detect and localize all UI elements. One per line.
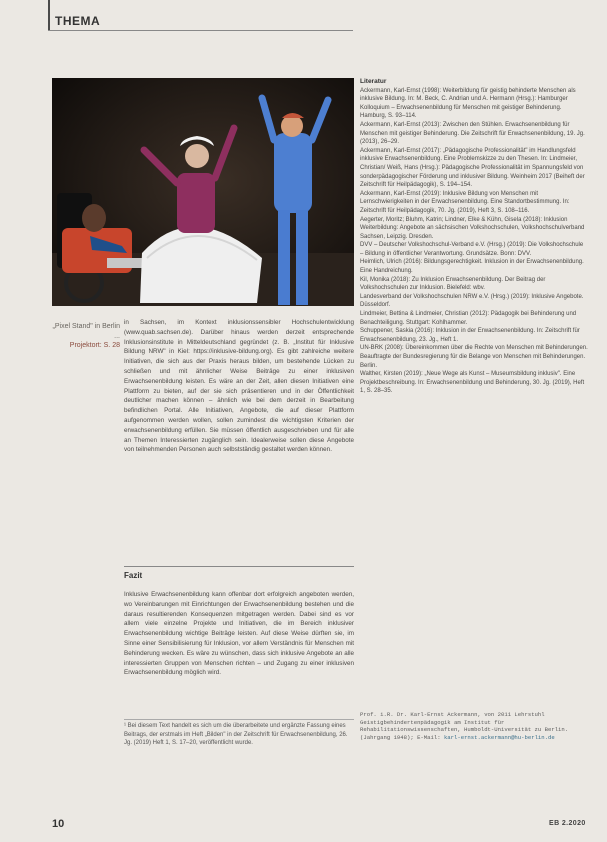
- literature-entry: Lindmeier, Bettina & Lindmeier, Christian (2012): Pädagogik bei Behinderung und Benachteiligung. Stuttgart: Kohlhammer.: [360, 311, 577, 326]
- body-text-left: in Sachsen, im Kontext inklusionssensibler Hochschulentwicklung (www.quab.sachsen.de). Darüber hinaus werden derzeit entsprechende Inklusionsinstitute in Mitteldeutschland gegründet (z. B. „Institut für Inklusive Bildung NRW" in Kiel: https://inklusive-bildung.org). Es gibt zahlreiche weitere Initiativen, die sich aus der Praxis heraus bilden, um bestehende Lücken zu schließen und mit ähnlicher Weise Beiträge zu einer inklusiven Erwachsenenbildung leisten. Es wäre an der Zeit, allen diesen Initiativen eine Plattform zu bieten, auf der sie sich präsentieren und in der Öffentlichkeit deutlicher machen können – ähnlich wie bei dem derzeit in Bearbeitung befindlichen Portal. Alle Initiativen, Angebote, die auf dieser Plattform aufgenommen werden wollen, sollen zumindest die wichtigsten Kriterien der erwachsenenbildung erfüllen. Sie müssen öffentlich ausgeschrieben und für alle an Themen Interessierten zugänglich sein. Idealerweise sollen diese Angebote von teilnehmenden Personen auch selbstständig gestaltet werden können.: [124, 319, 354, 454]
- literature-entry: Schuppener, Saskia (2016): Inklusion in der Erwachsenenbildung. In: Zeitschrift für Erwachsenenbildung, 23. Jg., Heft 1.: [360, 328, 580, 343]
- literature-entry: Heimlich, Ulrich (2016): Bildungsgerechtigkeit. Inklusion in der Erwachsenenbildung. Eine Handreichung.: [360, 259, 584, 275]
- author-bio: [360, 711, 588, 741]
- literature-entry: Ackermann, Karl-Ernst (1998): Weiterbildung für geistig behinderte Menschen als inklusive Bildung. In: M. Beck, C. Andrian und A. Hermann (Hrsg.): Hamburger Kolloquium – Erwachsenenbildung für Menschen mit geistiger Behinderung. Hamburg, S. 93–114.: [360, 87, 576, 120]
- author-text: Prof. i.R. Dr. Karl-Ernst Ackermann, von 2011 Lehrstuhl Geistigbehindertenpädagogik am Institut für Rehabilitationswissenschaften, Humboldt-Universität zu Berlin. (Jahrgang 1948); E-Mail:: [360, 711, 569, 741]
- caption-ref: Projektort: S. 28: [69, 342, 120, 349]
- footnote: ¹ Bei diesem Text handelt es sich um die überarbeitete und ergänzte Fassung eines Beitrags, der erstmals im Heft „Bilden" in der Zeitschrift für Erwachsenenbildung, 26. Jg. (2019) Heft 1, S. 17–20, veröffentlicht wurde.: [124, 723, 348, 746]
- footnote-rule: [124, 719, 354, 720]
- literature-entry: Landesverband der Volkshochschulen NRW e.V. (Hrsg.) (2019): Inklusive Angebote. Düsseldorf.: [360, 293, 584, 309]
- header-accent-bar: [48, 0, 50, 30]
- literature-entry: Aegerter, Moritz; Bluhm, Katrin; Lindner, Elke & Kühn, Gisela (2018): Inklusion Weiterbildung: Angebote an sächsischen Volkshochschulen, Volkshochschulverband Sachsen, Leipzig. Dresden.: [360, 216, 585, 240]
- fazit-heading: Fazit: [124, 571, 143, 580]
- footer-brand: EB 2.2020: [549, 820, 586, 827]
- literature-column: [360, 78, 588, 396]
- literature-entry: Ackermann, Karl-Ernst (2019): Inklusive Bildung von Menschen mit Lernschwierigkeiten in der Erwachsenenbildung. Eine Standortbestimmung. In: Zeitschrift für Heilpädagogik, 70. Jg. (2019), Heft 3, S. 108–116.: [360, 190, 570, 214]
- literature-entry: UN-BRK (2008): Übereinkommen über die Rechte von Menschen mit Behinderungen. Beauftragte der Bundesregierung für die Belange von Menschen mit Behinderungen. Berlin.: [360, 345, 588, 369]
- literature-entry: Ackermann, Karl-Ernst (2013): Zwischen den Stühlen. Erwachsenenbildung für Menschen mit geistiger Behinderung. Die Zeitschrift für Erwachsenenbildung, 19. Jg. (2013), 26–29.: [360, 121, 585, 146]
- literature-entry: Kil, Monika (2018): Zu Inklusion Erwachsenenbildung. Der Beitrag der Volkshochschulen zur Inklusion. Bielefeld: wbv.: [360, 276, 546, 292]
- photo-caption: [52, 322, 120, 351]
- section-title: THEMA: [55, 14, 101, 28]
- performance-photo: [52, 78, 354, 306]
- fazit-rule: [124, 566, 354, 567]
- literature-entry: DVV – Deutscher Volkshochschul-Verband e.V. (Hrsg.) (2019): Die Volkshochschule – Bildung in öffentlicher Verantwortung. Grundsätze. Bonn: DVV.: [360, 242, 584, 257]
- literature-heading: Literatur: [360, 78, 387, 85]
- author-email-link[interactable]: karl-ernst.ackermann@hu-berlin.de: [443, 733, 555, 741]
- fazit-body: Inklusive Erwachsenenbildung kann offenbar dort erfolgreich angeboten werden, wo Vereinbarungen mit Einrichtungen der Erwachsenenbildung bestehen und die daraus resultierenden Konsequenzen mitgetragen werden. Dabei sind es vor allem viele einzelne Projekte und Initiativen, die im Bereich inklusiver Erwachsenenbildung wichtige Beiträge leisten. Auf diese Weise dürften sie, im Sinne einer Sensibilisierung für Inklusion, vor allem Verständnis für Menschen mit Behinderung wecken. Es wäre zu wünschen, dass sich inklusive Angebote an alle interessierten Gruppen von Menschen richten – und Zugang zu einer inklusiven Erwachsenenbildung möglich wird.: [124, 591, 354, 677]
- literature-entry: Walther, Kirsten (2019): „Neue Wege als Kunst – Museumsbildung inklusiv". Eine Projektbeschreibung. In: Erwachsenenbildung und Behinderung, 30. Jg. (2019), Heft 1, S. 28–35.: [360, 371, 585, 395]
- photo-illustration: [52, 78, 354, 306]
- literature-entry: Ackermann, Karl-Ernst (2017): „Pädagogische Professionalität" im Handlungsfeld inklusive Erwachsenenbildung. Eine Problemskizze zu den Thesen. In: Lindmeier, Christian/ Weiß, Hans (Hrsg.): Pädagogische Professionalität im Spannungsfeld von sonderpädagogischer Förderung und inklusiver Bildung. Weinheim 2017 (Beiheft der Zeitschrift für Heilpädagogik), S. 194–154.: [360, 147, 585, 189]
- header-rule: [48, 30, 353, 31]
- caption-title: „Pixel Stand" in Berlin ...: [52, 323, 120, 340]
- page-number: 10: [52, 818, 65, 830]
